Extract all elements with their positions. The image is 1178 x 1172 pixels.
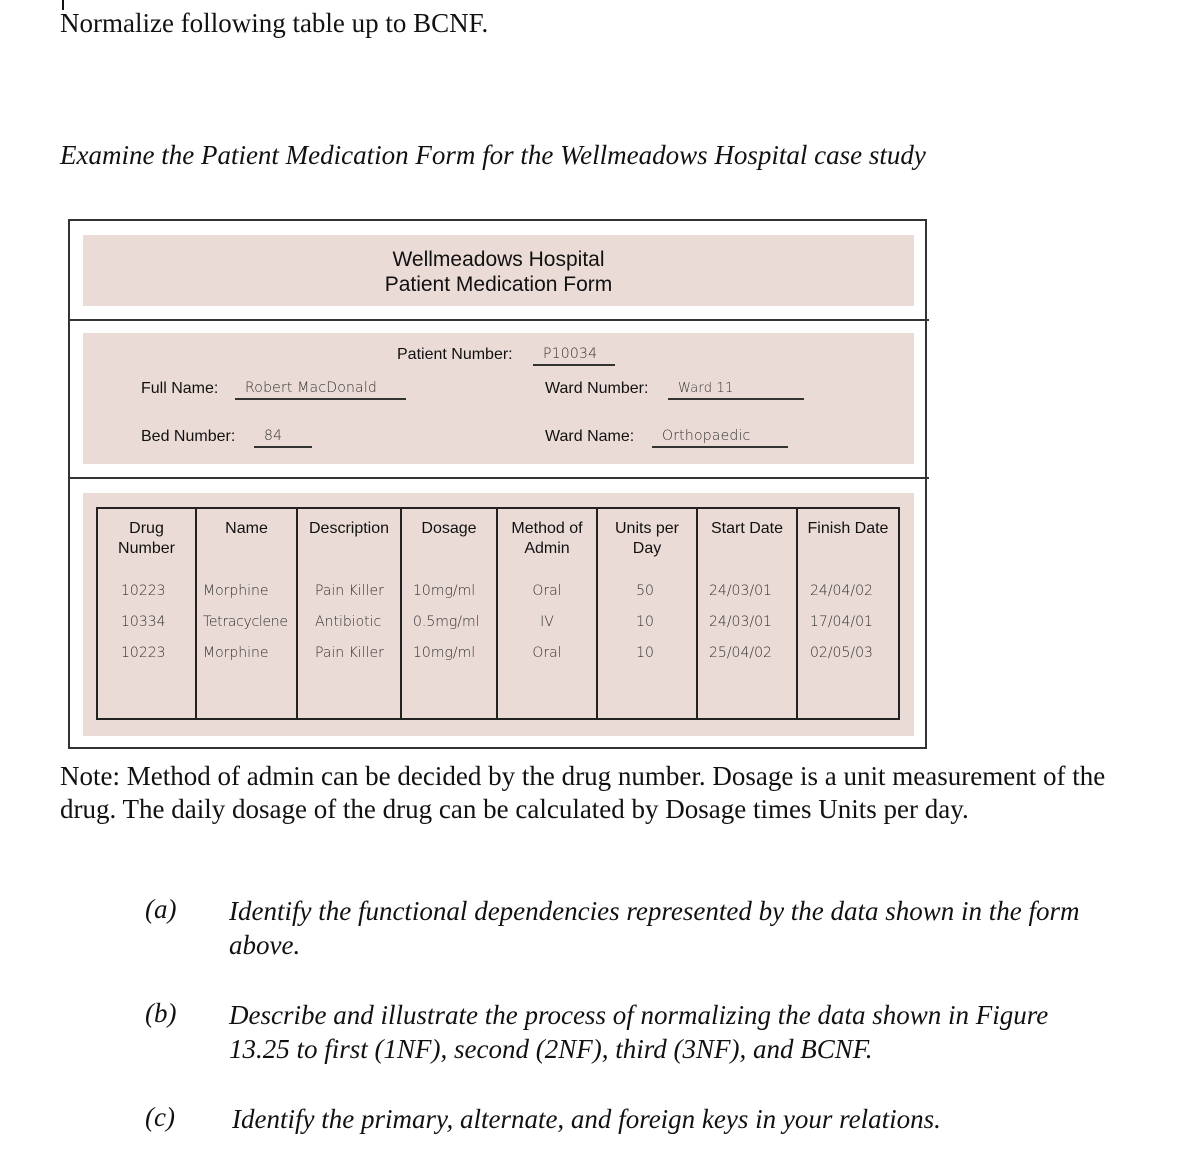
table-cell: 10334 <box>121 614 166 630</box>
question-c-text: Identify the primary, alternate, and foreign keys in your relations. <box>232 1104 941 1134</box>
header-units-per-day <box>598 519 696 559</box>
question-a-text: Identify the functional dependencies represented by the data shown in the form above. <box>229 896 1080 960</box>
table-cell: Oral <box>532 583 562 599</box>
intro-text: Examine the Patient Medication Form for the Wellmeadows Hospital case study <box>60 140 926 170</box>
table-cell: 0.5mg/ml <box>413 614 480 630</box>
table-cell: Morphine <box>203 583 269 599</box>
header-line: Admin <box>524 540 570 557</box>
table-cell: 10mg/ml <box>413 645 476 661</box>
header-line: Units per <box>614 520 680 537</box>
table-cell: 24/03/01 <box>709 583 772 599</box>
form-title <box>83 235 914 306</box>
table-cell: 24/04/02 <box>810 583 873 599</box>
header-line: Number <box>118 540 175 557</box>
patient-number-label: Patient Number: <box>397 346 513 363</box>
table-cell: Pain Killer <box>315 645 384 661</box>
table-cell: IV <box>540 614 554 630</box>
full-name-label: Full Name: <box>141 380 219 397</box>
header-line: Method of <box>511 520 583 537</box>
question-a-label: (a) <box>145 894 177 924</box>
header-drug-number <box>98 519 195 559</box>
form-title-hospital: Wellmeadows Hospital <box>392 248 605 271</box>
table-cell: Tetracyclene <box>203 614 288 630</box>
patient-number-value: P10034 <box>533 346 615 366</box>
ward-name-value: Orthopaedic <box>652 428 788 448</box>
bed-number-label: Bed Number: <box>141 428 236 445</box>
form-title-form: Patient Medication Form <box>384 273 613 296</box>
form-divider <box>68 477 929 479</box>
header-finish-date: Finish Date <box>807 520 889 537</box>
table-cell: 10223 <box>121 645 166 661</box>
header-name: Name <box>225 520 268 537</box>
table-cell: 24/03/01 <box>709 614 772 630</box>
table-cell: 25/04/02 <box>709 645 772 661</box>
header-method-of-admin <box>498 519 596 559</box>
ward-number-value: Ward 11 <box>668 381 804 400</box>
header-line: Drug <box>129 520 164 537</box>
ward-number-label: Ward Number: <box>545 380 649 397</box>
header-description: Description <box>308 520 390 537</box>
question-c-label: (c) <box>145 1102 175 1132</box>
table-cell: 02/05/03 <box>810 645 873 661</box>
header-line: Day <box>632 540 662 557</box>
question-b-text: Describe and illustrate the process of normalizing the data shown in Figure 13.25 to first (1NF), second (2NF), third (3NF), and BCNF. <box>229 1000 1049 1064</box>
table-cell: Pain Killer <box>315 583 384 599</box>
note-paragraph: Note: Method of admin can be decided by the drug number. Dosage is a unit measurement of the drug. The daily dosage of the drug can be calculated by Dosage times Units per day. <box>60 761 1106 824</box>
table-cell: 50 <box>636 583 654 599</box>
table-cell: Oral <box>532 645 562 661</box>
form-divider <box>68 319 929 321</box>
table-cell: 10 <box>636 614 654 630</box>
table-cell: 10223 <box>121 583 166 599</box>
full-name-value: Robert MacDonald <box>235 380 406 400</box>
question-b-label: (b) <box>145 998 177 1028</box>
bed-number-value: 84 <box>254 428 312 448</box>
header-start-date: Start Date <box>710 520 784 537</box>
table-cell: 10mg/ml <box>413 583 476 599</box>
page-heading: Normalize following table up to BCNF. <box>60 8 489 38</box>
ward-name-label: Ward Name: <box>545 428 635 445</box>
table-cell: 10 <box>636 645 654 661</box>
table-cell: Antibiotic <box>315 614 382 630</box>
table-cell: 17/04/01 <box>810 614 873 630</box>
table-cell: Morphine <box>203 645 269 661</box>
header-dosage: Dosage <box>421 520 477 537</box>
